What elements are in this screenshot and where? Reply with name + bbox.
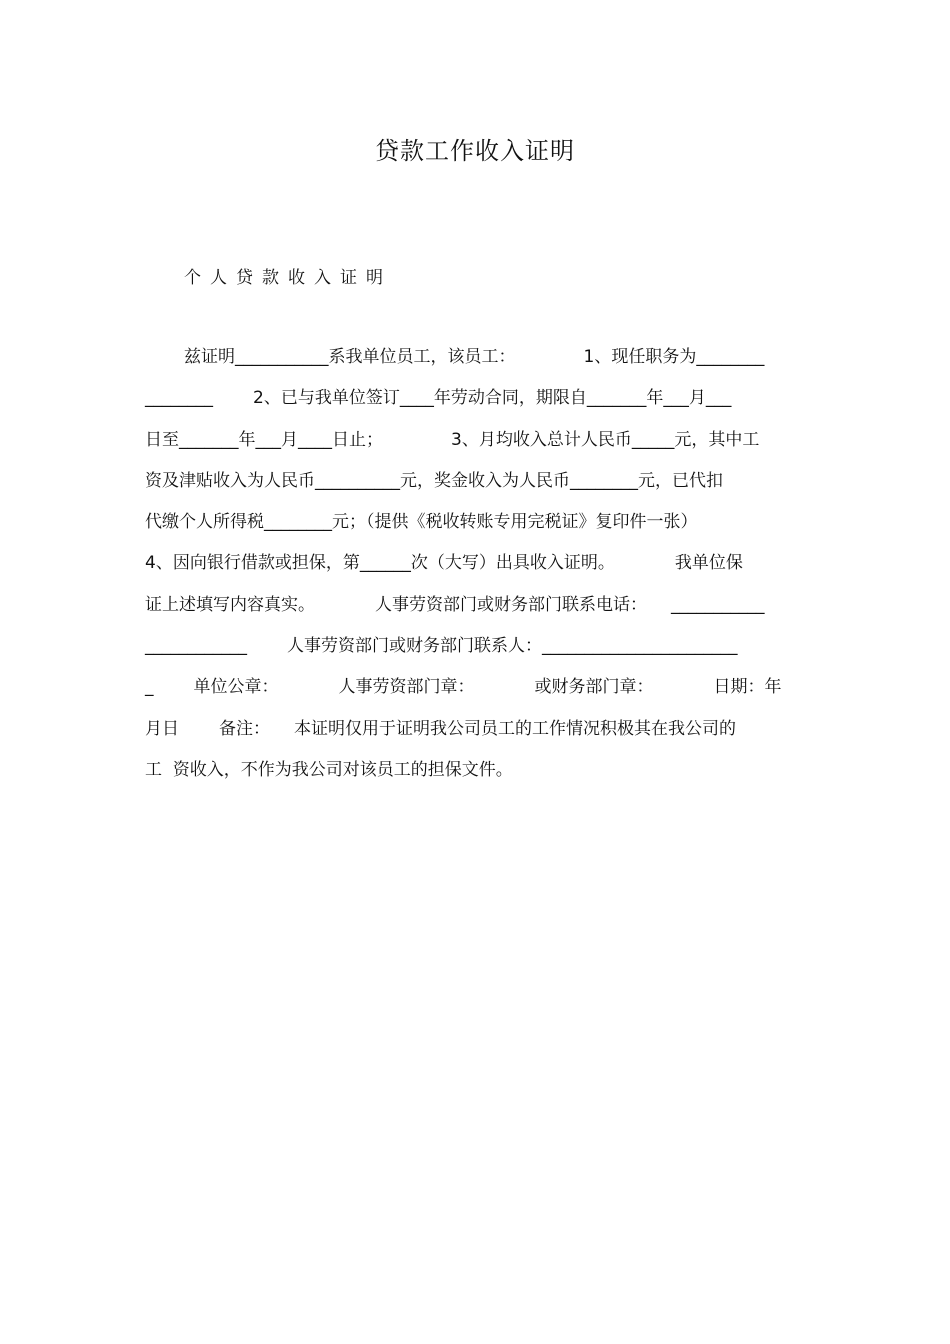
text-segment: 兹证明___________系我单位员工，该员工： bbox=[184, 347, 516, 367]
body-line-2 bbox=[145, 384, 731, 412]
text-segment: 本证明仅用于证明我公司员工的工作情况积极其在我公司的 bbox=[294, 719, 736, 739]
body-line-4 bbox=[145, 467, 723, 495]
body-line-5 bbox=[145, 508, 698, 536]
text-segment: 人事劳资部门章： bbox=[338, 677, 475, 697]
text-segment: 备注： bbox=[219, 719, 270, 739]
body-line-3 bbox=[145, 426, 759, 454]
text-segment: ___________ bbox=[671, 595, 765, 615]
text-segment: 1、现任职务为________ bbox=[583, 347, 765, 367]
document-title: 贷款工作收入证明 bbox=[375, 137, 575, 165]
body-line-1 bbox=[184, 343, 764, 371]
text-segment: 日期：年 bbox=[713, 677, 782, 697]
text-segment: 人事劳资部门或财务部门联系电话： bbox=[375, 595, 647, 615]
body-line-8 bbox=[145, 632, 738, 660]
document-subtitle: 个人贷款收入证明 bbox=[184, 268, 392, 288]
text-segment: 人事劳资部门或财务部门联系人：_______________________ bbox=[287, 636, 738, 656]
body-line-11 bbox=[145, 756, 513, 784]
text-segment: ____________ bbox=[145, 636, 247, 656]
text-segment: 日至_______年___月____日止； bbox=[145, 430, 383, 450]
text-segment: 月日 bbox=[145, 719, 179, 739]
text-segment: 我单位保 bbox=[674, 553, 743, 573]
body-line-9 bbox=[145, 673, 782, 701]
text-segment: 代缴个人所得税________元；（提供《税收转账专用完税证》复印件一张） bbox=[145, 512, 698, 532]
text-segment: 单位公章： bbox=[193, 677, 279, 697]
body-line-10 bbox=[145, 715, 736, 743]
text-segment: 工 资收入，不作为我公司对该员工的担保文件。 bbox=[145, 760, 513, 780]
body-line-7 bbox=[145, 591, 765, 619]
body-line-6 bbox=[145, 549, 743, 577]
text-segment: ________ bbox=[145, 388, 213, 408]
text-segment: 2、已与我单位签订____年劳动合同，期限自_______年___月___ bbox=[253, 388, 732, 408]
text-segment: _ bbox=[145, 677, 154, 697]
text-segment: 证上述填写内容真实。 bbox=[145, 595, 315, 615]
text-segment: 或财务部门章： bbox=[534, 677, 654, 697]
text-segment: 4、因向银行借款或担保，第______次（大写）出具收入证明。 bbox=[145, 553, 615, 573]
text-segment: 资及津贴收入为人民币__________元，奖金收入为人民币________元，已代扣 bbox=[145, 471, 723, 491]
text-segment: 3、月均收入总计人民币_____元，其中工 bbox=[451, 430, 760, 450]
